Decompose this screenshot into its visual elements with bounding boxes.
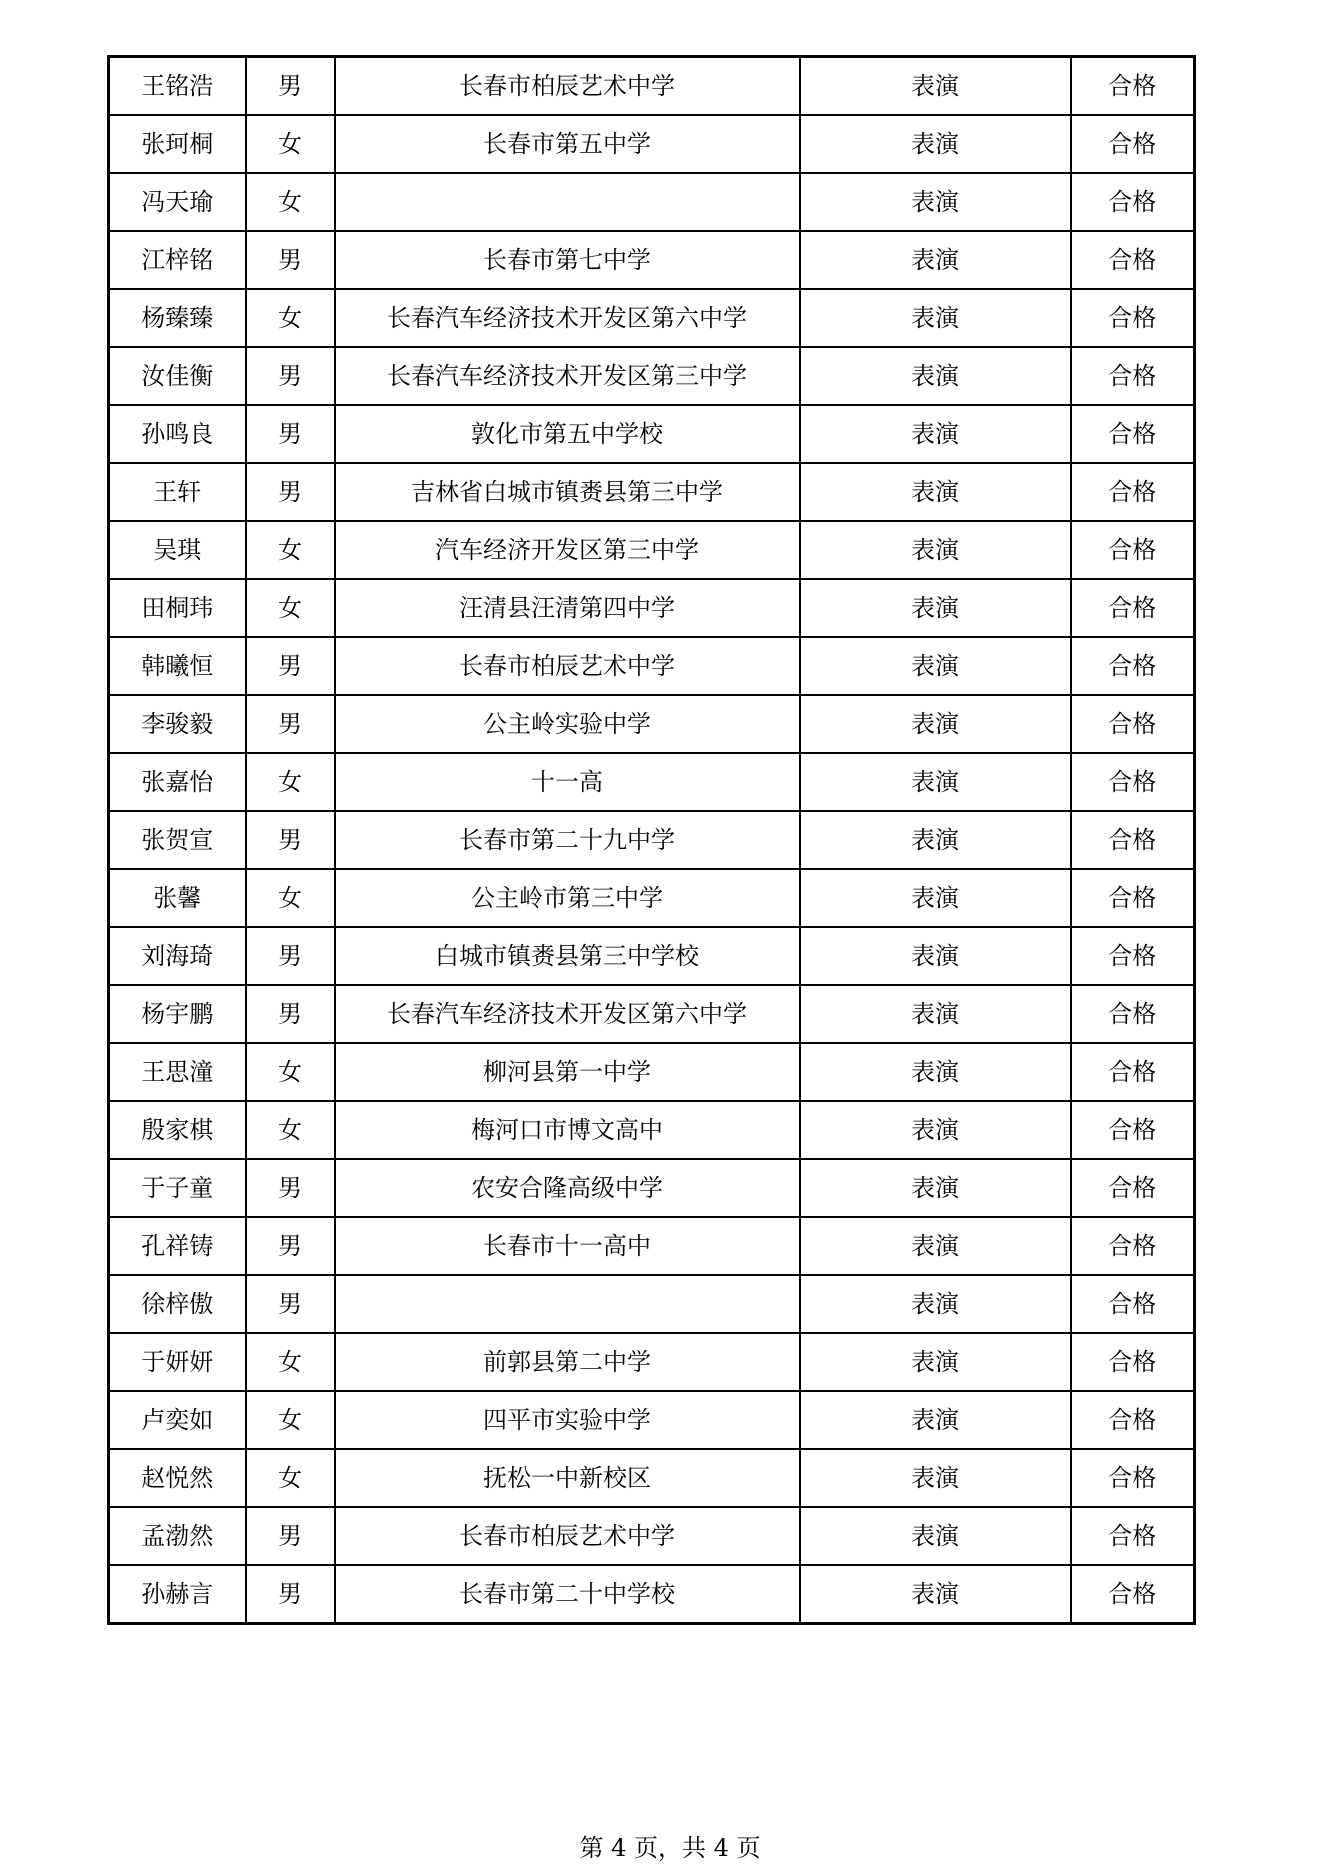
gender-cell: 男 [246, 637, 335, 695]
gender-cell: 女 [246, 1333, 335, 1391]
major-cell: 表演 [800, 289, 1071, 347]
major-cell: 表演 [800, 869, 1071, 927]
student-name-cell: 刘海琦 [109, 927, 246, 985]
table-row [109, 753, 1195, 811]
gender-cell: 男 [246, 1217, 335, 1275]
school-cell: 十一高 [335, 753, 800, 811]
table-row [109, 1217, 1195, 1275]
gender-cell: 女 [246, 1449, 335, 1507]
school-cell: 长春市柏辰艺术中学 [335, 637, 800, 695]
student-name-cell: 孟渤然 [109, 1507, 246, 1565]
student-name-cell: 田桐玮 [109, 579, 246, 637]
gender-cell: 男 [246, 57, 335, 116]
table-row [109, 173, 1195, 231]
major-cell: 表演 [800, 173, 1071, 231]
school-cell: 公主岭实验中学 [335, 695, 800, 753]
student-name-cell: 徐梓傲 [109, 1275, 246, 1333]
school-cell: 长春市柏辰艺术中学 [335, 1507, 800, 1565]
table-row [109, 869, 1195, 927]
major-cell: 表演 [800, 405, 1071, 463]
student-name-cell: 王铭浩 [109, 57, 246, 116]
school-cell: 汪清县汪清第四中学 [335, 579, 800, 637]
major-cell: 表演 [800, 115, 1071, 173]
table-row [109, 927, 1195, 985]
page-number: 第 4 页，共 4 页 [579, 1834, 761, 1862]
table-row [109, 1565, 1195, 1624]
major-cell: 表演 [800, 1217, 1071, 1275]
student-name-cell: 张贺宣 [109, 811, 246, 869]
result-cell: 合格 [1071, 1565, 1195, 1624]
gender-cell: 女 [246, 1101, 335, 1159]
result-cell: 合格 [1071, 579, 1195, 637]
gender-cell: 男 [246, 1507, 335, 1565]
result-cell: 合格 [1071, 289, 1195, 347]
result-cell: 合格 [1071, 347, 1195, 405]
gender-cell: 男 [246, 927, 335, 985]
school-cell: 公主岭市第三中学 [335, 869, 800, 927]
gender-cell: 男 [246, 463, 335, 521]
student-name-cell: 卢奕如 [109, 1391, 246, 1449]
table-row [109, 57, 1195, 116]
student-name-cell: 张馨 [109, 869, 246, 927]
table-row [109, 289, 1195, 347]
major-cell: 表演 [800, 985, 1071, 1043]
major-cell: 表演 [800, 927, 1071, 985]
table-row [109, 1333, 1195, 1391]
school-cell: 柳河县第一中学 [335, 1043, 800, 1101]
result-cell: 合格 [1071, 173, 1195, 231]
major-cell: 表演 [800, 1565, 1071, 1624]
result-cell: 合格 [1071, 231, 1195, 289]
major-cell: 表演 [800, 579, 1071, 637]
result-cell: 合格 [1071, 1449, 1195, 1507]
table-row [109, 521, 1195, 579]
gender-cell: 男 [246, 695, 335, 753]
table-row [109, 1391, 1195, 1449]
school-cell: 长春市第五中学 [335, 115, 800, 173]
school-cell: 梅河口市博文高中 [335, 1101, 800, 1159]
student-name-cell: 汝佳衡 [109, 347, 246, 405]
table-row [109, 1043, 1195, 1101]
result-cell: 合格 [1071, 57, 1195, 116]
table-row [109, 405, 1195, 463]
school-cell: 前郭县第二中学 [335, 1333, 800, 1391]
school-cell [335, 1275, 800, 1333]
gender-cell: 女 [246, 1043, 335, 1101]
school-cell: 抚松一中新校区 [335, 1449, 800, 1507]
table-row [109, 811, 1195, 869]
results-table-body [109, 57, 1195, 1624]
school-cell: 长春市十一高中 [335, 1217, 800, 1275]
school-cell: 长春汽车经济技术开发区第六中学 [335, 985, 800, 1043]
table-row [109, 1159, 1195, 1217]
result-cell: 合格 [1071, 405, 1195, 463]
school-cell: 长春汽车经济技术开发区第六中学 [335, 289, 800, 347]
result-cell: 合格 [1071, 637, 1195, 695]
student-name-cell: 孔祥铸 [109, 1217, 246, 1275]
school-cell: 吉林省白城市镇赉县第三中学 [335, 463, 800, 521]
table-row [109, 115, 1195, 173]
school-cell: 汽车经济开发区第三中学 [335, 521, 800, 579]
gender-cell: 女 [246, 753, 335, 811]
gender-cell: 女 [246, 869, 335, 927]
major-cell: 表演 [800, 1449, 1071, 1507]
table-row [109, 1449, 1195, 1507]
school-cell: 长春市第二十九中学 [335, 811, 800, 869]
result-cell: 合格 [1071, 869, 1195, 927]
gender-cell: 男 [246, 985, 335, 1043]
major-cell: 表演 [800, 347, 1071, 405]
table-row [109, 1275, 1195, 1333]
major-cell: 表演 [800, 521, 1071, 579]
result-cell: 合格 [1071, 521, 1195, 579]
gender-cell: 男 [246, 1159, 335, 1217]
student-name-cell: 李骏毅 [109, 695, 246, 753]
major-cell: 表演 [800, 1101, 1071, 1159]
table-row [109, 1507, 1195, 1565]
school-cell: 农安合隆高级中学 [335, 1159, 800, 1217]
result-cell: 合格 [1071, 1101, 1195, 1159]
student-name-cell: 孙赫言 [109, 1565, 246, 1624]
major-cell: 表演 [800, 695, 1071, 753]
major-cell: 表演 [800, 57, 1071, 116]
student-name-cell: 于妍妍 [109, 1333, 246, 1391]
school-cell [335, 173, 800, 231]
school-cell: 白城市镇赉县第三中学校 [335, 927, 800, 985]
student-name-cell: 赵悦然 [109, 1449, 246, 1507]
student-name-cell: 杨臻臻 [109, 289, 246, 347]
result-cell: 合格 [1071, 695, 1195, 753]
student-name-cell: 孙鸣良 [109, 405, 246, 463]
school-cell: 长春市第二十中学校 [335, 1565, 800, 1624]
student-name-cell: 冯天瑜 [109, 173, 246, 231]
gender-cell: 女 [246, 1391, 335, 1449]
gender-cell: 男 [246, 405, 335, 463]
student-name-cell: 张嘉怡 [109, 753, 246, 811]
gender-cell: 男 [246, 1565, 335, 1624]
result-cell: 合格 [1071, 1333, 1195, 1391]
result-cell: 合格 [1071, 1275, 1195, 1333]
table-row [109, 695, 1195, 753]
major-cell: 表演 [800, 637, 1071, 695]
major-cell: 表演 [800, 811, 1071, 869]
table-row [109, 985, 1195, 1043]
gender-cell: 女 [246, 521, 335, 579]
result-cell: 合格 [1071, 753, 1195, 811]
gender-cell: 男 [246, 347, 335, 405]
major-cell: 表演 [800, 1043, 1071, 1101]
school-cell: 长春汽车经济技术开发区第三中学 [335, 347, 800, 405]
student-name-cell: 王思潼 [109, 1043, 246, 1101]
student-name-cell: 殷家棋 [109, 1101, 246, 1159]
result-cell: 合格 [1071, 463, 1195, 521]
school-cell: 长春市第七中学 [335, 231, 800, 289]
student-name-cell: 韩曦恒 [109, 637, 246, 695]
student-name-cell: 王轩 [109, 463, 246, 521]
student-name-cell: 张珂桐 [109, 115, 246, 173]
major-cell: 表演 [800, 1507, 1071, 1565]
table-row [109, 637, 1195, 695]
student-name-cell: 杨宇鹏 [109, 985, 246, 1043]
table-row [109, 347, 1195, 405]
student-name-cell: 吴琪 [109, 521, 246, 579]
table-row [109, 579, 1195, 637]
result-cell: 合格 [1071, 811, 1195, 869]
table-row [109, 1101, 1195, 1159]
major-cell: 表演 [800, 231, 1071, 289]
table-row [109, 231, 1195, 289]
gender-cell: 男 [246, 811, 335, 869]
gender-cell: 女 [246, 579, 335, 637]
gender-cell: 女 [246, 115, 335, 173]
major-cell: 表演 [800, 1275, 1071, 1333]
student-name-cell: 江梓铭 [109, 231, 246, 289]
major-cell: 表演 [800, 753, 1071, 811]
result-cell: 合格 [1071, 1159, 1195, 1217]
result-cell: 合格 [1071, 1391, 1195, 1449]
gender-cell: 女 [246, 289, 335, 347]
school-cell: 敦化市第五中学校 [335, 405, 800, 463]
major-cell: 表演 [800, 1333, 1071, 1391]
result-cell: 合格 [1071, 1507, 1195, 1565]
table-row [109, 463, 1195, 521]
gender-cell: 男 [246, 231, 335, 289]
school-cell: 四平市实验中学 [335, 1391, 800, 1449]
result-cell: 合格 [1071, 985, 1195, 1043]
major-cell: 表演 [800, 463, 1071, 521]
major-cell: 表演 [800, 1391, 1071, 1449]
school-cell: 长春市柏辰艺术中学 [335, 57, 800, 116]
result-cell: 合格 [1071, 1217, 1195, 1275]
gender-cell: 女 [246, 173, 335, 231]
results-table [107, 55, 1196, 1625]
result-cell: 合格 [1071, 1043, 1195, 1101]
result-cell: 合格 [1071, 927, 1195, 985]
result-cell: 合格 [1071, 115, 1195, 173]
major-cell: 表演 [800, 1159, 1071, 1217]
gender-cell: 男 [246, 1275, 335, 1333]
student-name-cell: 于子童 [109, 1159, 246, 1217]
